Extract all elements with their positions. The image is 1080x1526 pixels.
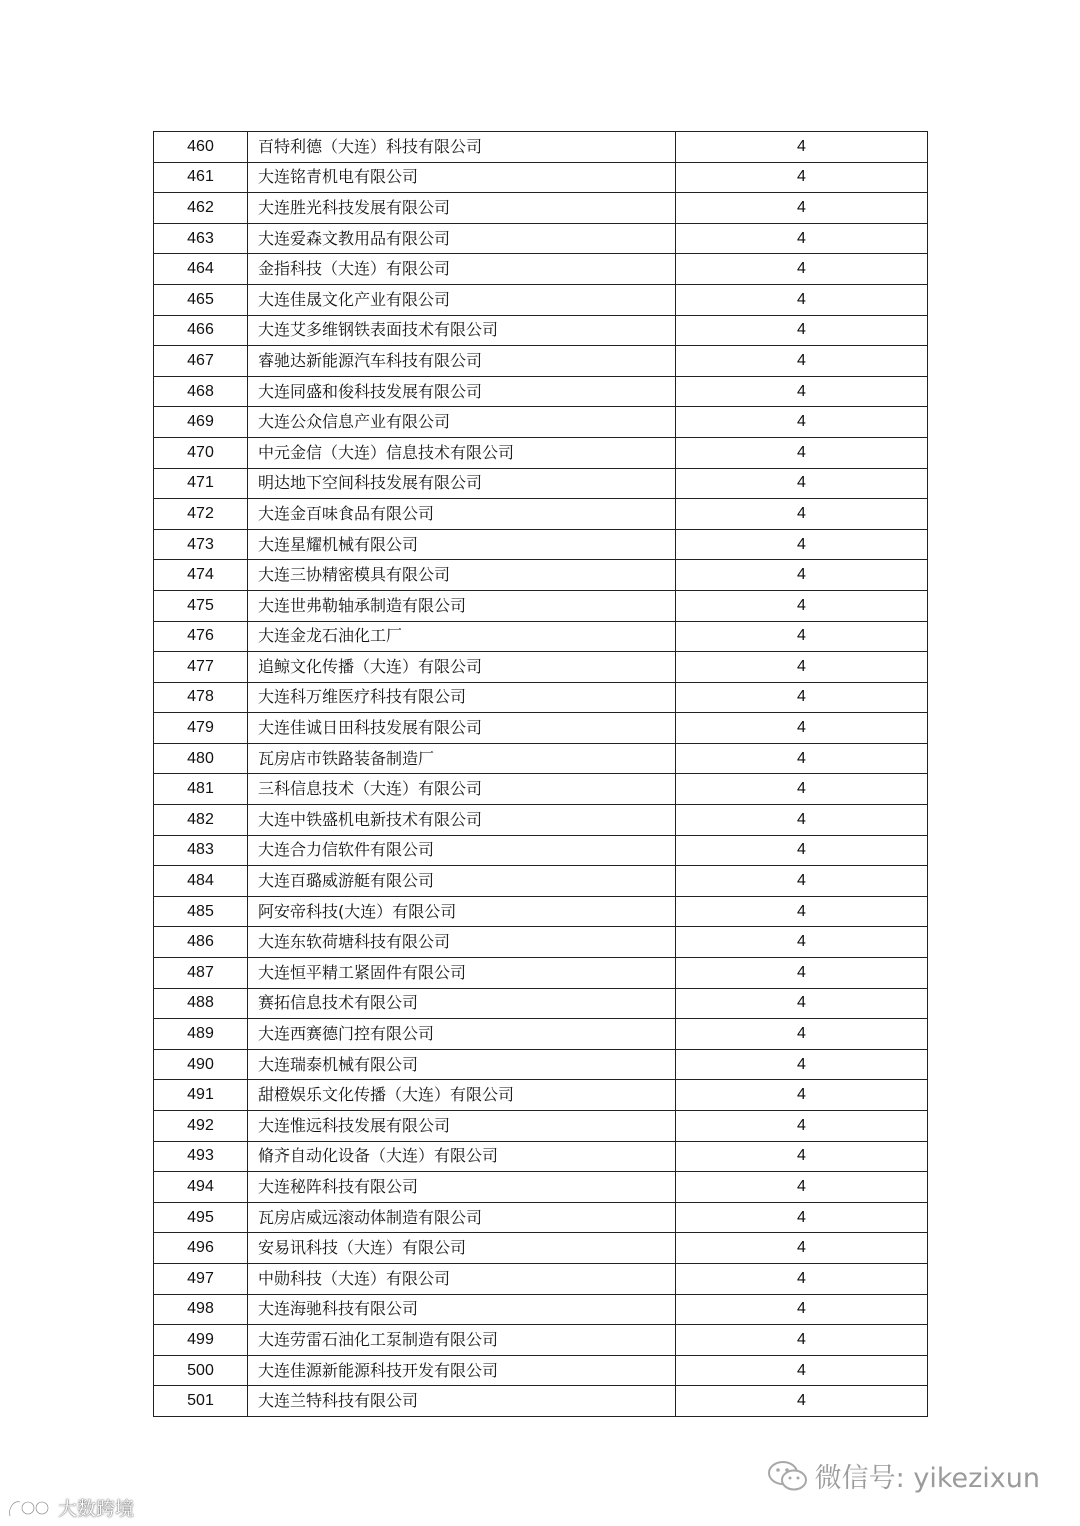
company-name: 大连科万维医疗科技有限公司 [248, 682, 676, 713]
row-number: 494 [154, 1172, 248, 1203]
row-value: 4 [676, 682, 928, 713]
row-value: 4 [676, 1141, 928, 1172]
company-name: 大连爱森文教用品有限公司 [248, 223, 676, 254]
row-number: 475 [154, 590, 248, 621]
table-row [154, 1202, 928, 1233]
row-value: 4 [676, 254, 928, 285]
row-value: 4 [676, 499, 928, 530]
table-row [154, 468, 928, 499]
row-number: 499 [154, 1325, 248, 1356]
table-row [154, 774, 928, 805]
company-name: 大连瑞泰机械有限公司 [248, 1049, 676, 1080]
brand-watermark-text: 大数跨境 [58, 1498, 135, 1520]
row-value: 4 [676, 346, 928, 377]
table-row [154, 1019, 928, 1050]
row-value: 4 [676, 774, 928, 805]
row-number: 461 [154, 162, 248, 193]
table-row [154, 315, 928, 346]
row-value: 4 [676, 1263, 928, 1294]
row-value: 4 [676, 652, 928, 683]
company-name: 甜橙娱乐文化传播（大连）有限公司 [248, 1080, 676, 1111]
table-row [154, 1325, 928, 1356]
wechat-watermark-text: 微信号: yikezixun [814, 1463, 1040, 1494]
row-number: 472 [154, 499, 248, 530]
row-number: 496 [154, 1233, 248, 1264]
company-name: 大连中铁盛机电新技术有限公司 [248, 805, 676, 836]
company-name: 大连佳晟文化产业有限公司 [248, 284, 676, 315]
row-number: 497 [154, 1263, 248, 1294]
company-name: 安易讯科技（大连）有限公司 [248, 1233, 676, 1264]
company-name: 睿驰达新能源汽车科技有限公司 [248, 346, 676, 377]
row-number: 465 [154, 284, 248, 315]
table-row [154, 223, 928, 254]
row-number: 470 [154, 437, 248, 468]
row-number: 479 [154, 713, 248, 744]
row-value: 4 [676, 376, 928, 407]
table-row [154, 896, 928, 927]
company-name: 明达地下空间科技发展有限公司 [248, 468, 676, 499]
row-value: 4 [676, 529, 928, 560]
company-name: 追鲸文化传播（大连）有限公司 [248, 652, 676, 683]
row-value: 4 [676, 805, 928, 836]
table-row [154, 254, 928, 285]
row-value: 4 [676, 621, 928, 652]
row-number: 467 [154, 346, 248, 377]
row-value: 4 [676, 743, 928, 774]
row-number: 495 [154, 1202, 248, 1233]
company-name: 瓦房店市铁路装备制造厂 [248, 743, 676, 774]
row-number: 490 [154, 1049, 248, 1080]
row-number: 469 [154, 407, 248, 438]
logo-icon [6, 1496, 54, 1520]
row-value: 4 [676, 1172, 928, 1203]
table-row [154, 1080, 928, 1111]
row-number: 491 [154, 1080, 248, 1111]
company-name: 赛拓信息技术有限公司 [248, 988, 676, 1019]
row-number: 466 [154, 315, 248, 346]
company-name: 金指科技（大连）有限公司 [248, 254, 676, 285]
row-number: 468 [154, 376, 248, 407]
table-row [154, 621, 928, 652]
table-row [154, 529, 928, 560]
company-name: 瓦房店威远滚动体制造有限公司 [248, 1202, 676, 1233]
row-value: 4 [676, 958, 928, 989]
company-name: 大连秘阵科技有限公司 [248, 1172, 676, 1203]
row-value: 4 [676, 223, 928, 254]
company-name: 大连西赛德门控有限公司 [248, 1019, 676, 1050]
table-row [154, 407, 928, 438]
company-name: 大连公众信息产业有限公司 [248, 407, 676, 438]
table-row [154, 1111, 928, 1142]
company-name: 百特利德（大连）科技有限公司 [248, 132, 676, 163]
table-row [154, 590, 928, 621]
row-value: 4 [676, 896, 928, 927]
row-number: 487 [154, 958, 248, 989]
row-number: 477 [154, 652, 248, 683]
table-row [154, 743, 928, 774]
table-row [154, 1386, 928, 1417]
row-value: 4 [676, 1202, 928, 1233]
row-number: 480 [154, 743, 248, 774]
table-row [154, 805, 928, 836]
row-number: 486 [154, 927, 248, 958]
row-value: 4 [676, 1355, 928, 1386]
company-name: 大连三协精密模具有限公司 [248, 560, 676, 591]
row-number: 484 [154, 866, 248, 897]
row-number: 492 [154, 1111, 248, 1142]
table-row [154, 682, 928, 713]
row-value: 4 [676, 407, 928, 438]
table-row [154, 835, 928, 866]
row-number: 460 [154, 132, 248, 163]
row-number: 501 [154, 1386, 248, 1417]
row-number: 493 [154, 1141, 248, 1172]
row-number: 483 [154, 835, 248, 866]
row-value: 4 [676, 1294, 928, 1325]
company-name: 阿安帝科技(大连）有限公司 [248, 896, 676, 927]
row-value: 4 [676, 835, 928, 866]
row-value: 4 [676, 560, 928, 591]
company-name: 大连艾多维钢铁表面技术有限公司 [248, 315, 676, 346]
company-name: 大连合力信软件有限公司 [248, 835, 676, 866]
company-name: 大连百璐威游艇有限公司 [248, 866, 676, 897]
table-row [154, 499, 928, 530]
company-name: 中元金信（大连）信息技术有限公司 [248, 437, 676, 468]
company-name: 大连金龙石油化工厂 [248, 621, 676, 652]
row-value: 4 [676, 590, 928, 621]
table-row [154, 1294, 928, 1325]
row-number: 498 [154, 1294, 248, 1325]
row-number: 482 [154, 805, 248, 836]
row-number: 500 [154, 1355, 248, 1386]
row-number: 471 [154, 468, 248, 499]
table-row [154, 1172, 928, 1203]
row-value: 4 [676, 132, 928, 163]
row-number: 476 [154, 621, 248, 652]
row-number: 462 [154, 193, 248, 224]
row-number: 463 [154, 223, 248, 254]
brand-watermark [6, 1494, 134, 1521]
row-number: 481 [154, 774, 248, 805]
row-value: 4 [676, 1019, 928, 1050]
row-value: 4 [676, 162, 928, 193]
row-value: 4 [676, 315, 928, 346]
table-row [154, 866, 928, 897]
table-row [154, 1263, 928, 1294]
row-value: 4 [676, 713, 928, 744]
table-row [154, 162, 928, 193]
row-number: 478 [154, 682, 248, 713]
row-value: 4 [676, 437, 928, 468]
row-value: 4 [676, 988, 928, 1019]
table-row [154, 193, 928, 224]
row-value: 4 [676, 193, 928, 224]
row-value: 4 [676, 1325, 928, 1356]
row-value: 4 [676, 468, 928, 499]
row-value: 4 [676, 927, 928, 958]
company-name: 大连世弗勒轴承制造有限公司 [248, 590, 676, 621]
table-row [154, 1049, 928, 1080]
row-number: 489 [154, 1019, 248, 1050]
table-row [154, 437, 928, 468]
table-row [154, 927, 928, 958]
company-name: 大连恒平精工紧固件有限公司 [248, 958, 676, 989]
table-row [154, 560, 928, 591]
table-row [154, 958, 928, 989]
company-name: 大连星耀机械有限公司 [248, 529, 676, 560]
row-value: 4 [676, 1386, 928, 1417]
row-number: 473 [154, 529, 248, 560]
row-value: 4 [676, 866, 928, 897]
row-number: 488 [154, 988, 248, 1019]
company-name: 大连海驰科技有限公司 [248, 1294, 676, 1325]
table-row [154, 1233, 928, 1264]
company-name: 大连兰特科技有限公司 [248, 1386, 676, 1417]
row-value: 4 [676, 1049, 928, 1080]
row-value: 4 [676, 284, 928, 315]
table-row [154, 988, 928, 1019]
company-name: 大连铭青机电有限公司 [248, 162, 676, 193]
table-row [154, 132, 928, 163]
table-row [154, 652, 928, 683]
wechat-icon [767, 1459, 809, 1493]
table-row [154, 1355, 928, 1386]
company-name: 三科信息技术（大连）有限公司 [248, 774, 676, 805]
row-number: 464 [154, 254, 248, 285]
table-body [154, 132, 928, 1417]
company-name: 大连佳诚日田科技发展有限公司 [248, 713, 676, 744]
company-name: 大连胜光科技发展有限公司 [248, 193, 676, 224]
table-row [154, 713, 928, 744]
row-number: 485 [154, 896, 248, 927]
company-name: 大连同盛和俊科技发展有限公司 [248, 376, 676, 407]
company-name: 大连金百味食品有限公司 [248, 499, 676, 530]
company-list-table [153, 131, 928, 1417]
row-value: 4 [676, 1111, 928, 1142]
table-row [154, 1141, 928, 1172]
row-value: 4 [676, 1233, 928, 1264]
company-name: 中勋科技（大连）有限公司 [248, 1263, 676, 1294]
company-name: 大连惟远科技发展有限公司 [248, 1111, 676, 1142]
company-name: 脩齐自动化设备（大连）有限公司 [248, 1141, 676, 1172]
table-row [154, 346, 928, 377]
company-name: 大连佳源新能源科技开发有限公司 [248, 1355, 676, 1386]
wechat-watermark [767, 1456, 1040, 1495]
company-name: 大连东软荷塘科技有限公司 [248, 927, 676, 958]
row-number: 474 [154, 560, 248, 591]
company-name: 大连劳雷石油化工泵制造有限公司 [248, 1325, 676, 1356]
row-value: 4 [676, 1080, 928, 1111]
table-row [154, 284, 928, 315]
table-row [154, 376, 928, 407]
